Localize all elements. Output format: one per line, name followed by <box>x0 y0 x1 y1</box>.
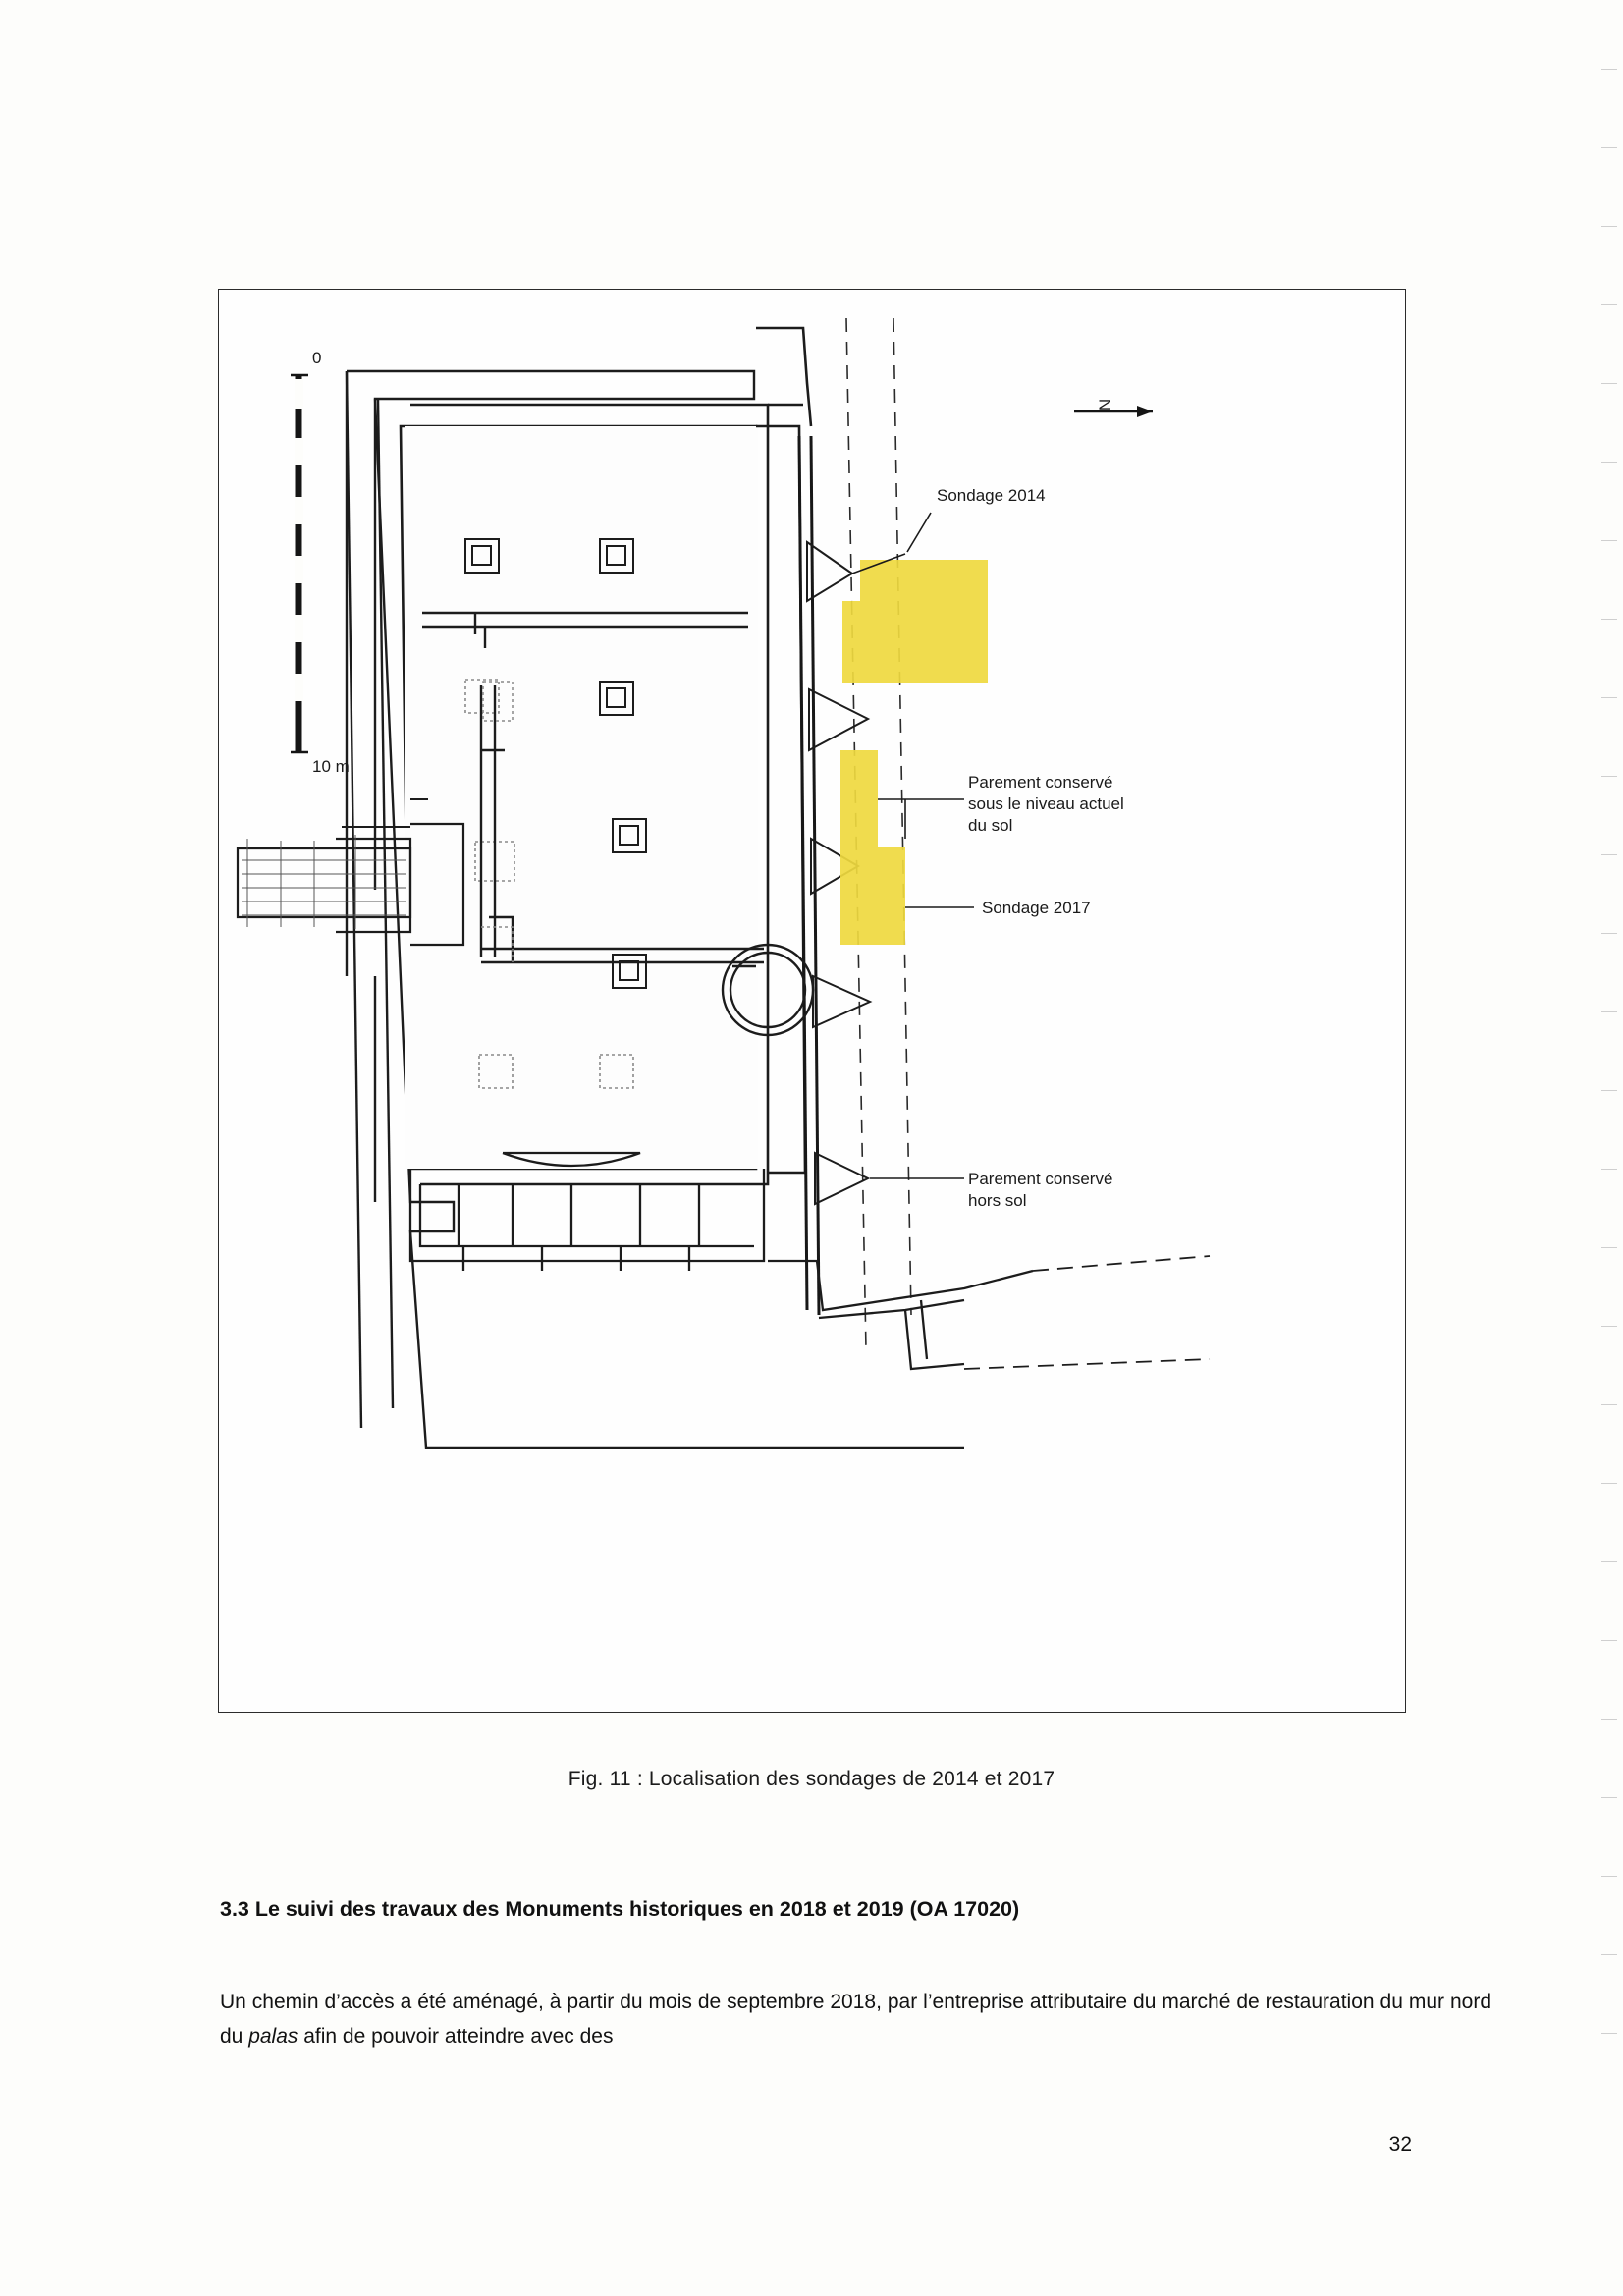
paragraph-italic-term: palas <box>248 2025 298 2048</box>
label-parement-sous-sol-2: sous le niveau actuel <box>968 794 1124 813</box>
label-scale-zero: 0 <box>312 349 322 367</box>
label-parement-sous-sol-1: Parement conservé <box>968 773 1113 792</box>
figure-11 <box>218 289 1406 1713</box>
highlight-sondage-2017 <box>840 750 905 945</box>
figure-caption: Fig. 11 : Localisation des sondages de 2014 et 2017 <box>568 1768 1055 1790</box>
label-sondage-2017: Sondage 2017 <box>982 899 1091 917</box>
section-heading: 3.3 Le suivi des travaux des Monuments historiques en 2018 et 2019 (OA 17020) <box>220 1897 1020 1921</box>
paragraph-text-part2: afin de pouvoir atteindre avec des <box>298 2025 614 2048</box>
label-scale-max: 10 m <box>312 757 350 776</box>
scale-bar <box>291 375 308 752</box>
label-parement-hors-sol-1: Parement conservé <box>968 1170 1113 1188</box>
page-number: 32 <box>1388 2133 1412 2156</box>
svg-text:N: N <box>1096 398 1114 411</box>
label-parement-sous-sol-3: du sol <box>968 816 1013 835</box>
archaeological-plan-drawing <box>218 289 1406 1713</box>
label-parement-hors-sol-2: hors sol <box>968 1191 1027 1210</box>
scan-edge-marks <box>1584 0 1623 2296</box>
north-arrow-icon <box>1074 399 1153 417</box>
paragraph-text-part1: Un chemin d’accès a été aménagé, à partir du mois de septembre 2018, par l’entreprise attributaire du marché de restauration du mur nord du <box>220 1991 1491 2048</box>
label-sondage-2014: Sondage 2014 <box>937 486 1046 505</box>
body-paragraph <box>220 1985 1491 2053</box>
highlight-sondage-2014 <box>842 560 988 683</box>
